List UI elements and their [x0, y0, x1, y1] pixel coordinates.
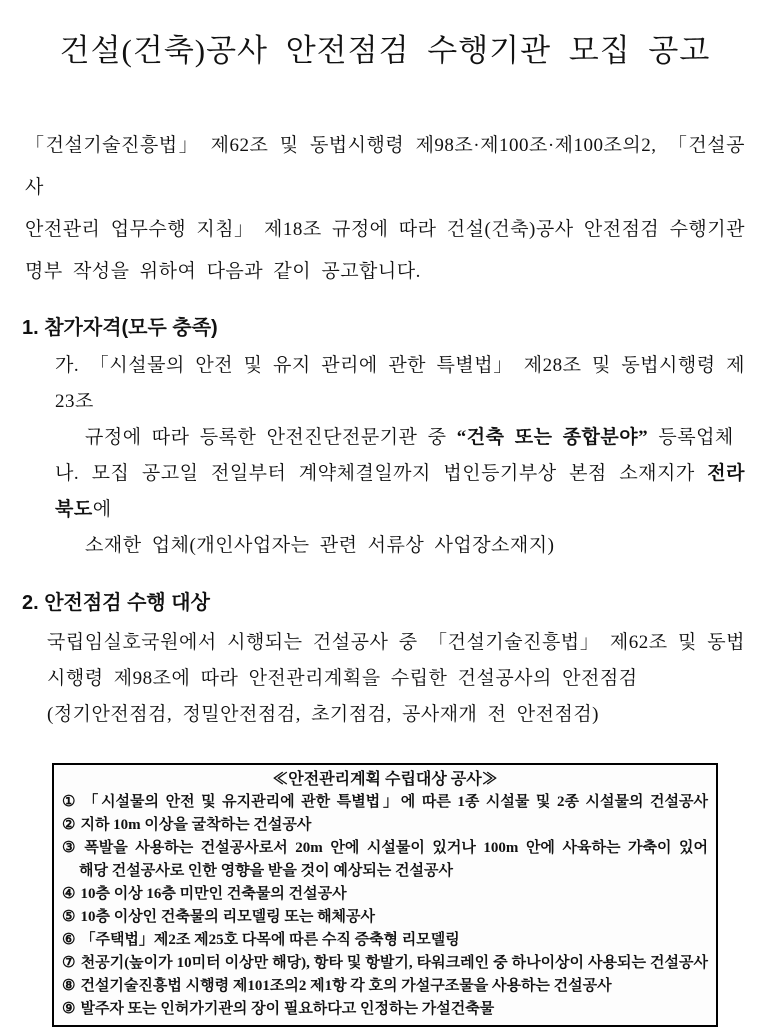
section2-heading: 2. 안전점검 수행 대상 — [22, 591, 210, 614]
item-ga-line2-bold: “건축 또는 종합분야” — [456, 426, 649, 448]
item-number: ⑦ — [62, 954, 76, 971]
item-number: ① — [62, 793, 79, 810]
section2-line: (정기안전점검, 정밀안전점검, 초기점검, 공사재개 전 안전점검) — [47, 703, 600, 725]
section1-heading: 1. 참가자격(모두 충족) — [22, 316, 218, 339]
item-text: 10층 이상 16층 미만인 건축물의 건설공사 — [80, 885, 347, 902]
item-ga-line2-text: 등록업체 — [648, 426, 734, 448]
item-text: 천공기(높이가 10미터 이상만 해당), 항타 및 항발기, 타워크레인 중 하나이상이 사용되는 건설공사 — [80, 954, 708, 971]
item-number: ⑤ — [62, 908, 76, 925]
notice-box-item-4 — [62, 883, 708, 906]
notice-box-header: ≪안전관리계획 수립대상 공사≫ — [272, 770, 498, 788]
notice-box-item-6 — [62, 929, 708, 952]
notice-box-item-5 — [62, 906, 708, 929]
item-text: 「시설물의 안전 및 유지관리에 관한 특별법」에 따른 1종 시설물 및 2종 시설물의 건설공사 — [83, 793, 708, 810]
item-na-line1 — [55, 456, 745, 528]
item-ga-line2-text: 규정에 따라 등록한 안전진단전문기관 중 — [85, 426, 457, 448]
item-na-line1-text: 에 — [92, 498, 112, 520]
section1-item-ga — [0, 348, 770, 456]
item-na-line1-text: 나. 모집 공고일 전일부터 계약체결일까지 법인등기부상 본점 소재지가 — [55, 462, 708, 484]
intro-line: 「건설기술진흥법」 제62조 및 동법시행령 제98조·제100조·제100조의2, 「건설공사 — [25, 134, 745, 198]
item-number: ⑧ — [62, 977, 76, 994]
intro-paragraph — [25, 125, 745, 293]
document-title: 건설(건축)공사 안전점검 수행기관 모집 공고 — [59, 32, 711, 68]
notice-box-item-2 — [62, 814, 708, 837]
item-na-line1-bold: 전라북도 — [55, 462, 745, 520]
item-ga-line1: 가. 「시설물의 안전 및 유지 관리에 관한 특별법」 제28조 및 동법시행령 제23조 — [55, 354, 745, 412]
notice-box-item-7 — [62, 952, 708, 975]
item-na-line2: 소재한 업체(개인사업자는 관련 서류상 사업장소재지) — [85, 534, 555, 556]
section2-body — [47, 625, 745, 733]
intro-line: 안전관리 업무수행 지침」 제18조 규정에 따라 건설(건축)공사 안전점검 수행기관 — [25, 218, 745, 240]
notice-box-item-3-continued — [62, 860, 708, 883]
item-number: ⑨ — [62, 1000, 76, 1017]
item-text: 「주택법」제2조 제25호 다목에 따른 수직 증축형 리모델링 — [80, 931, 460, 948]
item-number: ③ — [62, 839, 80, 856]
item-number: ⑥ — [62, 931, 76, 948]
item-text: 발주자 또는 인허가기관의 장이 필요하다고 인정하는 가설건축물 — [80, 1000, 495, 1017]
notice-box-item-3 — [62, 837, 708, 860]
section1-item-na — [0, 456, 770, 564]
section2-line: 시행령 제98조에 따라 안전관리계획을 수립한 건설공사의 안전점검 — [47, 667, 638, 689]
item-text: 10층 이상인 건축물의 리모델링 또는 해체공사 — [80, 908, 376, 925]
item-number: ② — [62, 816, 76, 833]
section2-line: 국립임실호국원에서 시행되는 건설공사 중 「건설기술진흥법」 제62조 및 동법 — [47, 631, 745, 653]
item-text: 지하 10m 이상을 굴착하는 건설공사 — [80, 816, 312, 833]
item-text: 폭발을 사용하는 건설공사로서 20m 안에 시설물이 있거나 100m 안에 사육하는 가축이 있어 — [84, 839, 708, 856]
intro-line: 명부 작성을 위하여 다음과 같이 공고합니다. — [25, 260, 421, 282]
notice-box — [52, 763, 718, 1027]
item-number: ④ — [62, 885, 76, 902]
item-ga-line2 — [85, 420, 745, 456]
notice-box-item-8 — [62, 975, 708, 998]
notice-document-page — [0, 21, 770, 1017]
notice-box-item-1 — [62, 791, 708, 814]
notice-box-item-9 — [62, 998, 708, 1021]
item-text: 해당 건설공사로 인한 영향을 받을 것이 예상되는 건설공사 — [79, 862, 454, 879]
item-text: 건설기술진흥법 시행령 제101조의2 제1항 각 호의 가설구조물을 사용하는 건설공사 — [80, 977, 612, 994]
